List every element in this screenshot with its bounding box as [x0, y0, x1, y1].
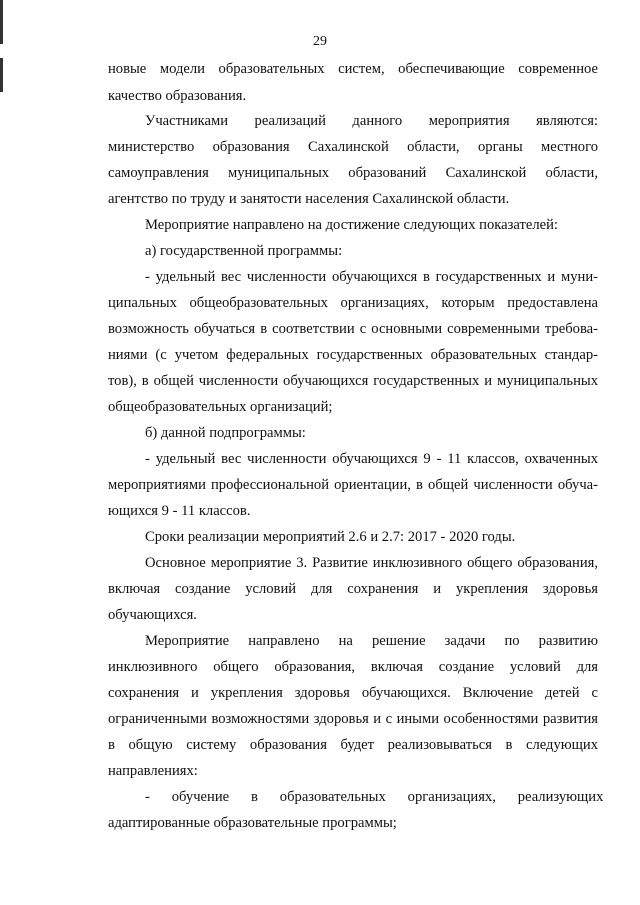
text-line: возможность обучаться в соответствии с основными современными требова- — [108, 321, 598, 337]
text-line: - удельный вес численности обучающихся в государственных и муни- — [145, 269, 598, 285]
text-line: тов), в общей численности обучающихся государственных и муниципальных — [108, 373, 598, 389]
text-line: министерство образования Сахалинской области, органы местного — [108, 139, 598, 155]
page-number: 29 — [313, 34, 327, 49]
text-line: ниями (с учетом федеральных государственных образовательных стандар- — [108, 347, 598, 363]
text-line: качество образования. — [108, 88, 247, 104]
text-line: направлениях: — [108, 763, 198, 779]
scan-edge-mark — [0, 58, 3, 92]
text-line: сохранения и укрепления здоровья обучающихся. Включение детей с — [108, 685, 598, 701]
text-line: ющихся 9 - 11 классов. — [108, 503, 251, 519]
text-line: в общую систему образования будет реализовываться в следующих — [108, 737, 598, 753]
text-line: Основное мероприятие 3. Развитие инклюзивного общего образования, — [145, 555, 598, 571]
text-line: включая создание условий для сохранения и укрепления здоровья — [108, 581, 598, 597]
text-line: новые модели образовательных систем, обеспечивающие современное — [108, 61, 598, 77]
text-line: Участниками реализаций данного мероприятия являются: — [145, 113, 598, 129]
text-line: б) данной подпрограммы: — [145, 425, 306, 441]
text-line: агентство по труду и занятости населения Сахалинской области. — [108, 191, 510, 207]
text-line: Мероприятие направлено на достижение следующих показателей: — [145, 217, 558, 233]
text-line: Мероприятие направлено на решение задачи по развитию — [145, 633, 598, 649]
text-line: мероприятиями профессиональной ориентации, в общей численности обуча- — [108, 477, 598, 493]
text-line: - обучение в образовательных организациях, реализующих — [145, 789, 604, 805]
text-line: самоуправления муниципальных образований Сахалинской области, — [108, 165, 598, 181]
text-line: инклюзивного общего образования, включая создание условий для — [108, 659, 598, 675]
text-line: обучающихся. — [108, 607, 197, 623]
text-line: общеобразовательных организаций; — [108, 399, 333, 415]
text-line: Сроки реализации мероприятий 2.6 и 2.7: 2017 - 2020 годы. — [145, 529, 516, 545]
text-line: адаптированные образовательные программы; — [108, 815, 397, 831]
text-line: ограниченными возможностями здоровья и с иными особенностями развития — [108, 711, 598, 727]
text-line: а) государственной программы: — [145, 243, 343, 259]
text-line: - удельный вес численности обучающихся 9 - 11 классов, охваченных — [145, 451, 598, 467]
text-line: ципальных общеобразовательных организациях, которым предоставлена — [108, 295, 598, 311]
